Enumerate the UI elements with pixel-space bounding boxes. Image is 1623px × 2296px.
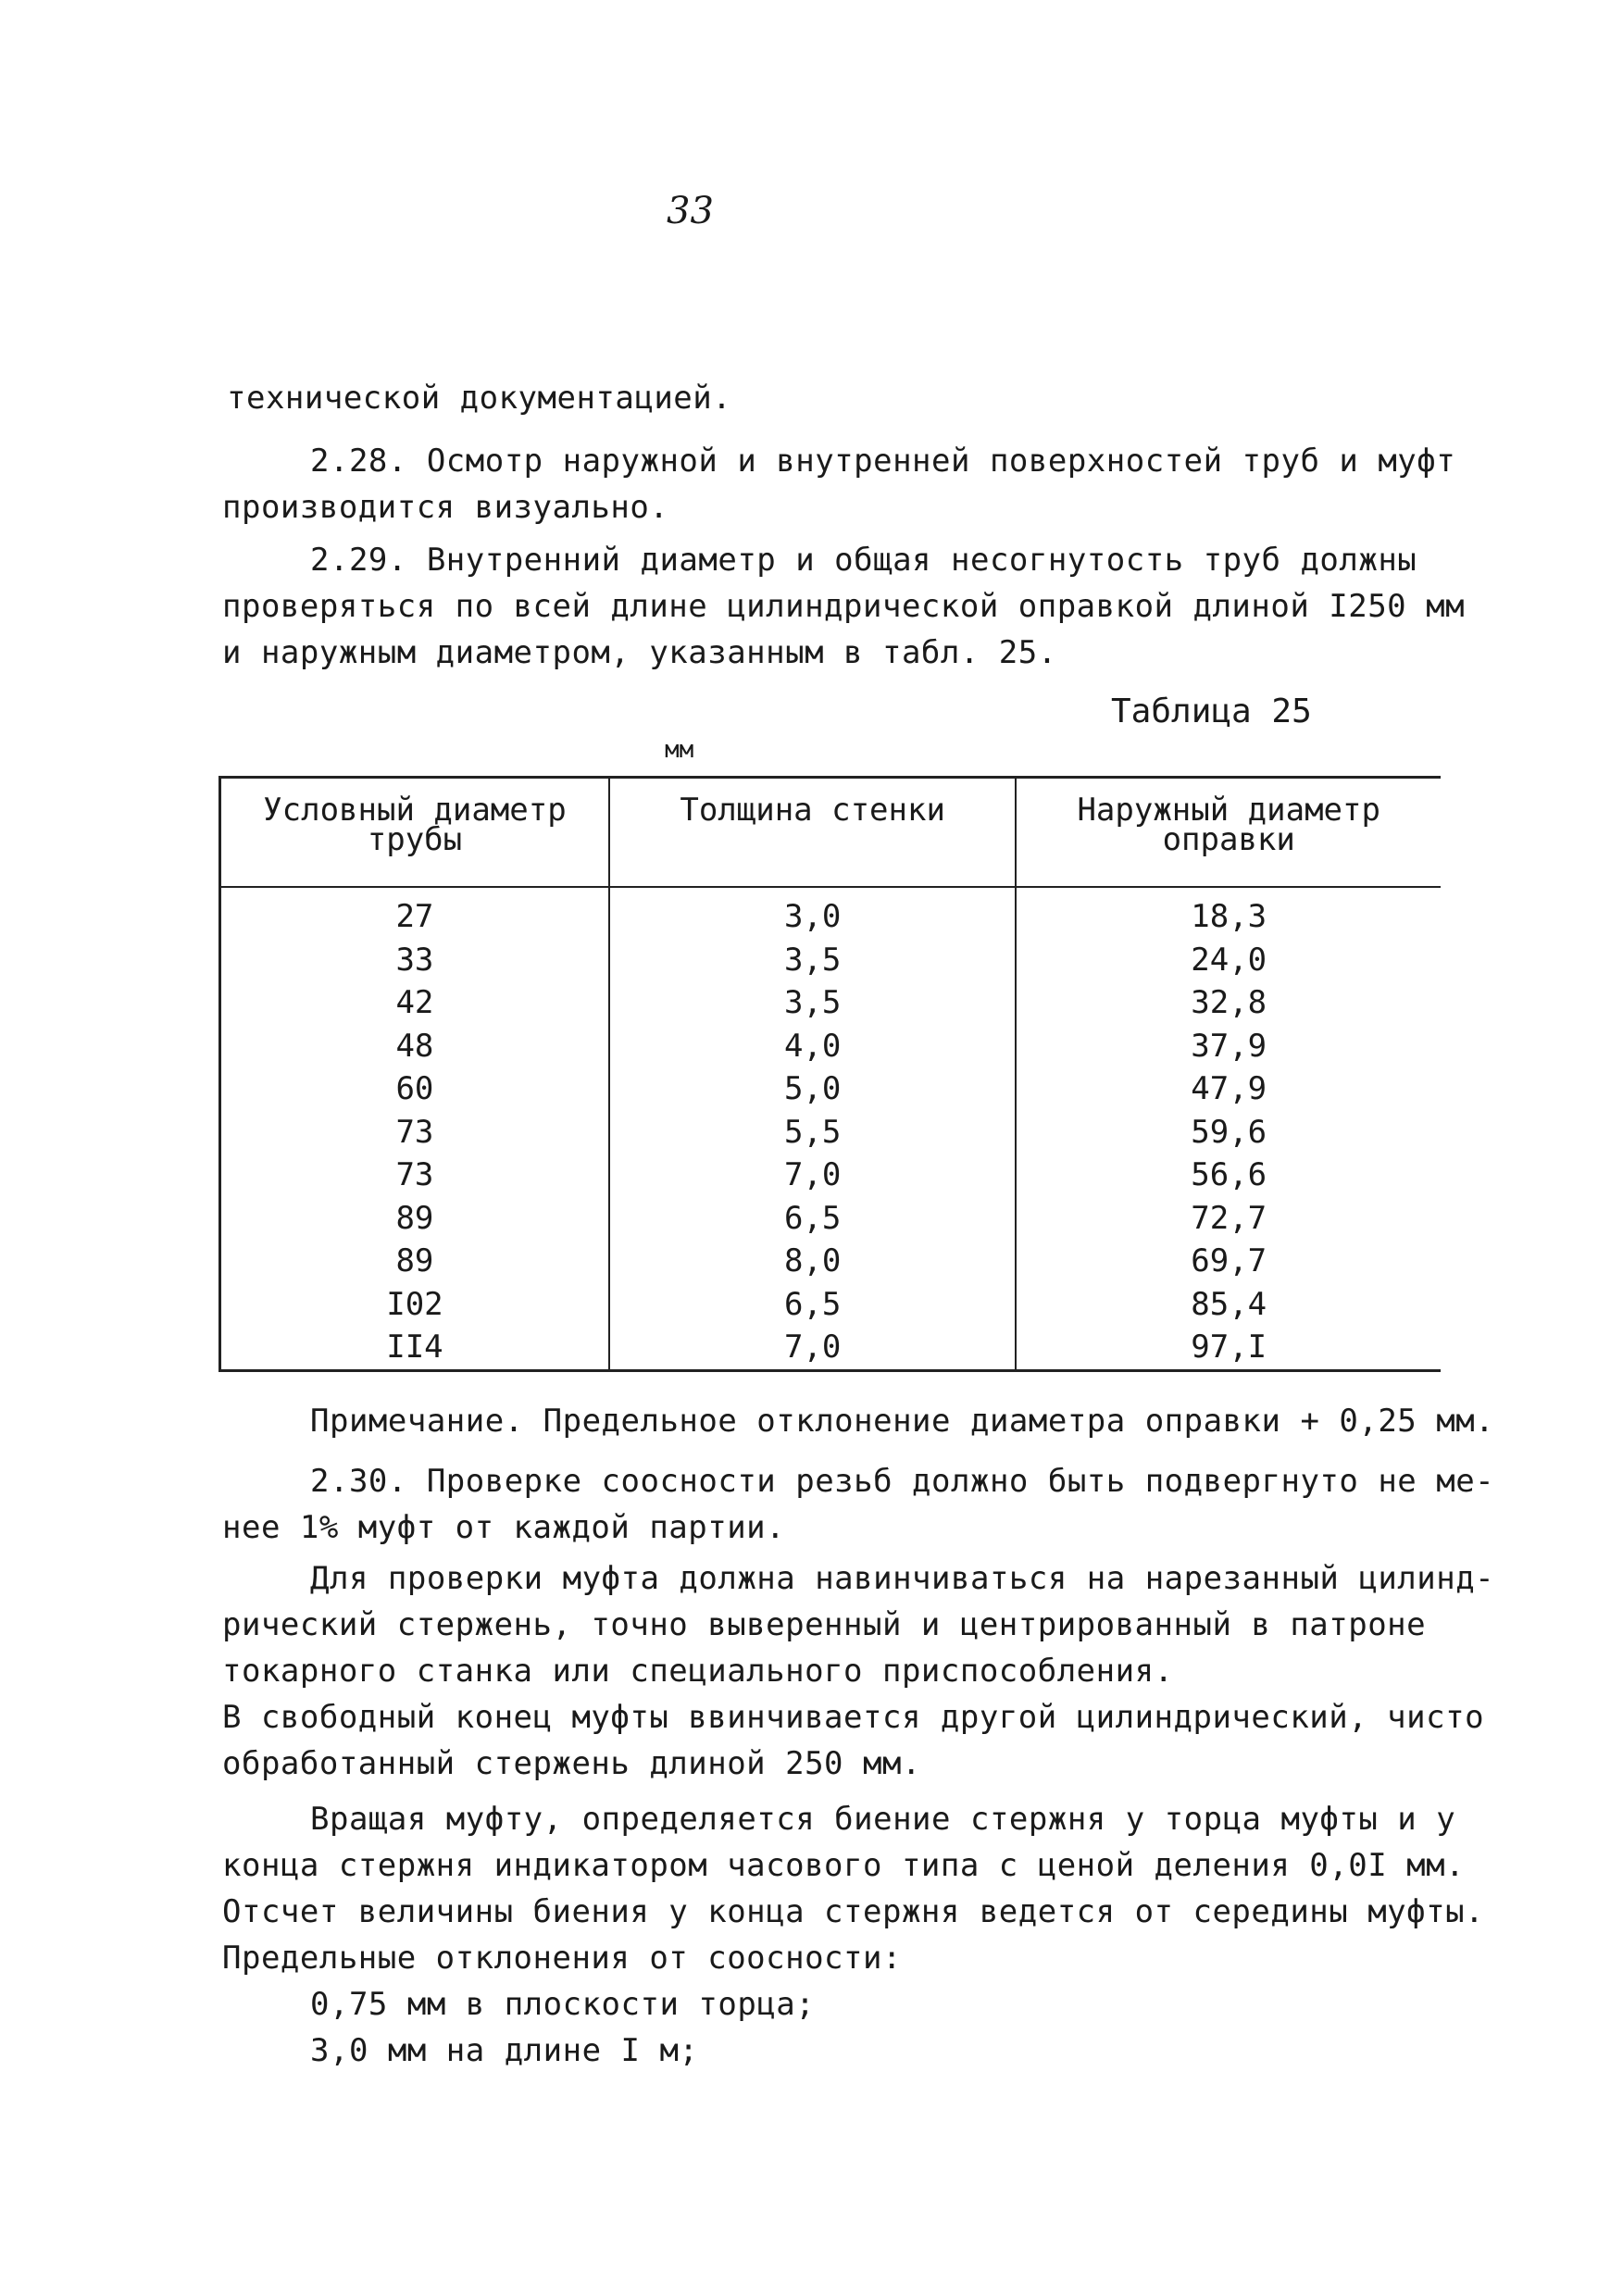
- paragraph-line: Предельные отклонения от соосности:: [222, 1940, 902, 1977]
- table-header-row: [220, 778, 1442, 888]
- paragraph-line: Вращая муфту, определяется биение стержня у торца муфты и у: [310, 1801, 1456, 1838]
- table-row: [220, 1111, 1442, 1154]
- cell-diameter: 89: [220, 1240, 609, 1283]
- cell-mandrel: 97,I: [1016, 1326, 1441, 1370]
- table-row: [220, 1240, 1442, 1283]
- cell-mandrel: 18,3: [1016, 887, 1441, 939]
- cell-thickness: 5,5: [609, 1111, 1017, 1154]
- cell-thickness: 7,0: [609, 1154, 1017, 1197]
- cell-diameter: 33: [220, 939, 609, 982]
- table-row: [220, 1283, 1442, 1327]
- table-row: [220, 887, 1442, 939]
- table-note: Примечание. Предельное отклонение диаметра оправки + 0,25 мм.: [310, 1403, 1495, 1440]
- table-row: [220, 1067, 1442, 1111]
- table-unit: мм: [665, 736, 694, 764]
- paragraph-line: конца стержня индикатором часового типа с ценой деления 0,0I мм.: [222, 1847, 1466, 1884]
- cell-diameter: 73: [220, 1154, 609, 1197]
- cell-mandrel: 59,6: [1016, 1111, 1441, 1154]
- cell-diameter: 60: [220, 1067, 609, 1111]
- page-number: 33: [667, 190, 714, 232]
- table-row: [220, 1197, 1442, 1241]
- cell-mandrel: 24,0: [1016, 939, 1441, 982]
- table-row: [220, 981, 1442, 1025]
- paragraph-line: и наружным диаметром, указанным в табл. 25.: [222, 634, 1057, 671]
- cell-thickness: 6,5: [609, 1197, 1017, 1241]
- cell-mandrel: 85,4: [1016, 1283, 1441, 1327]
- paragraph-line: нее 1% муфт от каждой партии.: [222, 1509, 786, 1546]
- data-table: [218, 776, 1441, 1372]
- cell-mandrel: 47,9: [1016, 1067, 1441, 1111]
- table-row: [220, 1326, 1442, 1370]
- paragraph-line: Отсчет величины биения у конца стержня ведется от середины муфты.: [222, 1893, 1485, 1930]
- paragraph-line: В свободный конец муфты ввинчивается другой цилиндрический, чисто: [222, 1699, 1485, 1736]
- paragraph-line: 2.29. Внутренний диаметр и общая несогнутость труб должны: [310, 542, 1417, 579]
- cell-thickness: 3,5: [609, 981, 1017, 1025]
- header-mandrel-outer-diameter: Наружный диаметр оправки: [1016, 778, 1441, 888]
- cell-thickness: 6,5: [609, 1283, 1017, 1327]
- cell-diameter: I02: [220, 1283, 609, 1327]
- paragraph-line: 2.28. Осмотр наружной и внутренней поверхностей труб и муфт: [310, 443, 1456, 480]
- cell-thickness: 3,5: [609, 939, 1017, 982]
- cell-diameter: 89: [220, 1197, 609, 1241]
- cell-mandrel: 72,7: [1016, 1197, 1441, 1241]
- header-wall-thickness: Толщина стенки: [609, 778, 1017, 888]
- cell-mandrel: 37,9: [1016, 1025, 1441, 1068]
- table-row: [220, 939, 1442, 982]
- cell-thickness: 7,0: [609, 1326, 1017, 1370]
- paragraph-line: производится визуально.: [222, 489, 669, 526]
- table-row: [220, 1025, 1442, 1068]
- paragraph-line: токарного станка или специального приспособления.: [222, 1653, 1174, 1690]
- paragraph-line: обработанный стержень длиной 250 мм.: [222, 1745, 921, 1782]
- cell-thickness: 8,0: [609, 1240, 1017, 1283]
- paragraph-line: рический стержень, точно выверенный и центрированный в патроне: [222, 1606, 1427, 1643]
- header-conditional-diameter: Условный диаметр трубы: [220, 778, 609, 888]
- cell-mandrel: 69,7: [1016, 1240, 1441, 1283]
- table-caption: Таблица 25: [1111, 693, 1312, 730]
- cell-thickness: 3,0: [609, 887, 1017, 939]
- cell-thickness: 4,0: [609, 1025, 1017, 1068]
- cell-diameter: 42: [220, 981, 609, 1025]
- paragraph-line: 3,0 мм на длине I м;: [310, 2032, 699, 2069]
- cell-diameter: 27: [220, 887, 609, 939]
- paragraph-line: технической документацией.: [227, 380, 732, 417]
- paragraph-line: Для проверки муфта должна навинчиваться на нарезанный цилинд-: [310, 1560, 1495, 1597]
- cell-mandrel: 56,6: [1016, 1154, 1441, 1197]
- cell-diameter: 73: [220, 1111, 609, 1154]
- paragraph-line: 2.30. Проверке соосности резьб должно быть подвергнуто не ме-: [310, 1463, 1495, 1500]
- table-row: [220, 1154, 1442, 1197]
- paragraph-line: 0,75 мм в плоскости торца;: [310, 1986, 816, 2023]
- paragraph-line: проверяться по всей длине цилиндрической оправкой длиной I250 мм: [222, 588, 1466, 625]
- cell-diameter: II4: [220, 1326, 609, 1370]
- cell-mandrel: 32,8: [1016, 981, 1441, 1025]
- cell-thickness: 5,0: [609, 1067, 1017, 1111]
- cell-diameter: 48: [220, 1025, 609, 1068]
